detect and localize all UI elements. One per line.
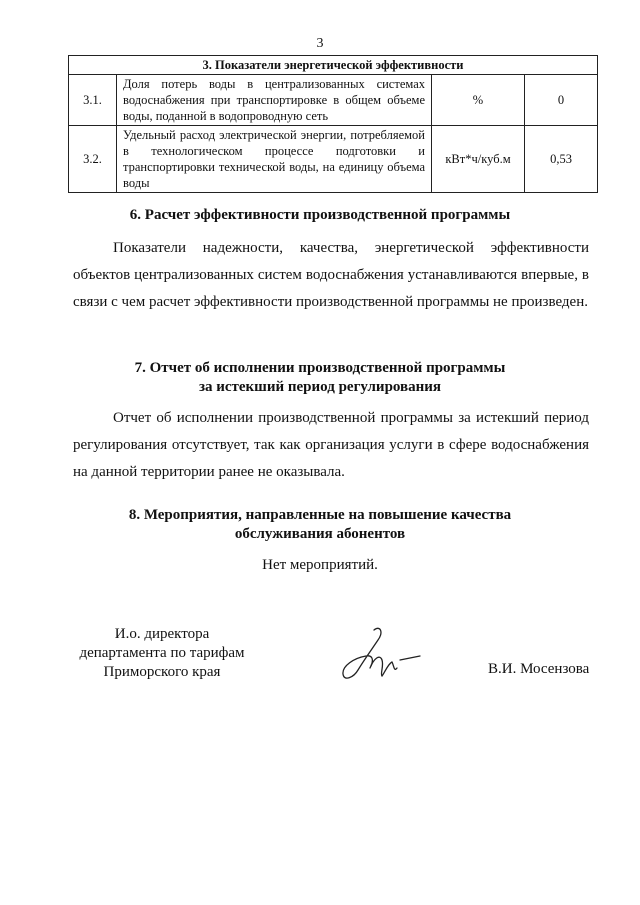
- section6-text: Показатели надежности, качества, энергетической эффективности объектов централизованных систем водоснабжения устанавливаются впервые, в связи с чем расчет эффективности производственной программы не произведен.: [73, 240, 589, 310]
- row-number: 3.1.: [69, 75, 117, 126]
- row-value: 0: [525, 75, 598, 126]
- table-section-row: [69, 56, 598, 75]
- row-value: 0,53: [525, 126, 598, 193]
- table-row: [69, 75, 598, 126]
- signatory-title-line1: И.о. директора: [114, 626, 210, 642]
- row-description: Доля потерь воды в централизованных системах водоснабжения при транспортировке в общем объеме воды, поданной в водопроводную сеть: [117, 75, 432, 126]
- section7-heading-line2: за истекший период регулирования: [198, 379, 442, 395]
- row-number: 3.2.: [69, 126, 117, 193]
- section7-text: Отчет об исполнении производственной программы за истекший период регулирования отсутствует, так как организация услуги в сфере водоснабжения на данной территории ранее не оказывала.: [73, 410, 589, 480]
- signatory-name: В.И. Мосензова: [488, 661, 590, 677]
- row-description: Удельный расход электрической энергии, потребляемой в технологическом процессе подготовки и транспортировки технической воды, на единицу объема воды: [117, 126, 432, 193]
- section7-paragraph: [73, 405, 589, 486]
- table-row: [69, 126, 598, 193]
- signatory-title-line3: Приморского края: [103, 664, 221, 680]
- indicators-table: [68, 55, 598, 193]
- signatory-title: [62, 625, 262, 682]
- row-unit: %: [432, 75, 525, 126]
- page-number: 3: [316, 36, 324, 51]
- section7-heading-line1: 7. Отчет об исполнении производственной программы: [134, 360, 506, 376]
- row-unit: кВт*ч/куб.м: [432, 126, 525, 193]
- section8-heading-line1: 8. Мероприятия, направленные на повышение качества: [128, 507, 512, 523]
- section6-paragraph: [73, 235, 589, 316]
- table-section-title: 3. Показатели энергетической эффективности: [69, 56, 598, 75]
- handwritten-signature: [336, 624, 426, 686]
- signatory-title-line2: департамента по тарифам: [79, 645, 245, 661]
- section8-heading-line2: обслуживания абонентов: [234, 526, 406, 542]
- section8-text: Нет мероприятий.: [262, 557, 378, 573]
- section6-heading: 6. Расчет эффективности производственной программы: [129, 207, 511, 223]
